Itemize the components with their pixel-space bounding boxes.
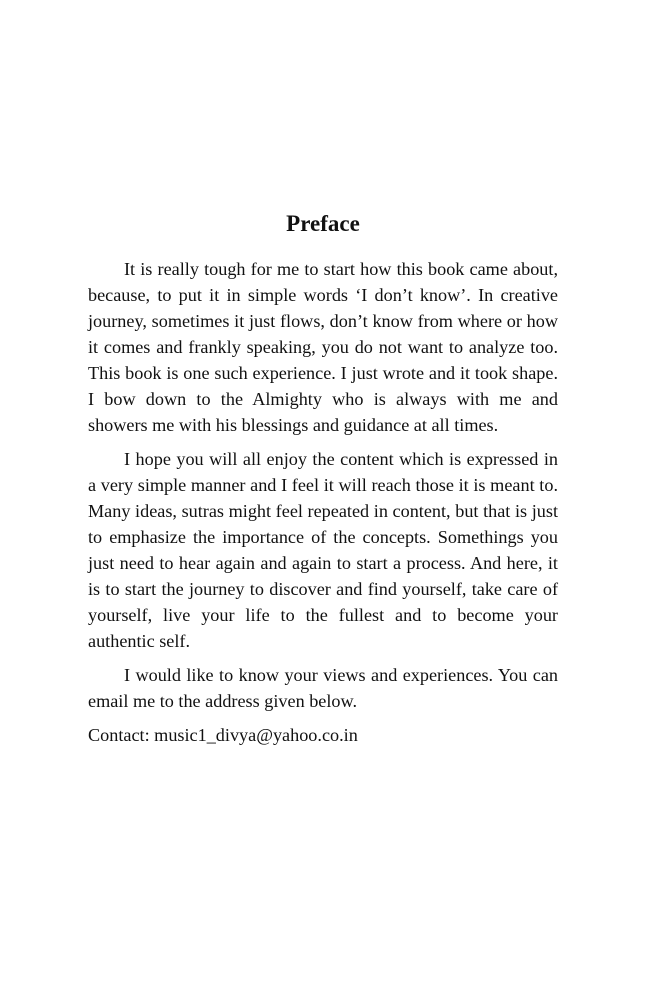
paragraph-3: I would like to know your views and experiences. You can email me to the address given below. bbox=[88, 665, 558, 711]
paragraph-1: It is really tough for me to start how this book came about, because, to put it in simple words ‘I don’t know’. In creative journey, sometimes it just flows, don’t know from where or how it comes and frankly speaking, you do not want to analyze too. This book is one such experience. I just wrote and it took shape. I bow down to the Almighty who is always with me and showers me with his blessings and guidance at all times. bbox=[88, 259, 558, 435]
paragraph-2: I hope you will all enjoy the content which is expressed in a very simple manner and I feel it will reach those it is meant to. Many ideas, sutras might feel repeated in content, but that is just to emphasize the importance of the concepts. Somethings you just need to hear again and again to start a process. And here, it is to start the journey to discover and find yourself, take care of yourself, live your life to the fullest and to become your authentic self. bbox=[88, 449, 558, 651]
document-page bbox=[88, 208, 558, 748]
contact-line: Contact: music1_divya@yahoo.co.in bbox=[88, 725, 358, 745]
page-title: Preface bbox=[286, 211, 360, 236]
